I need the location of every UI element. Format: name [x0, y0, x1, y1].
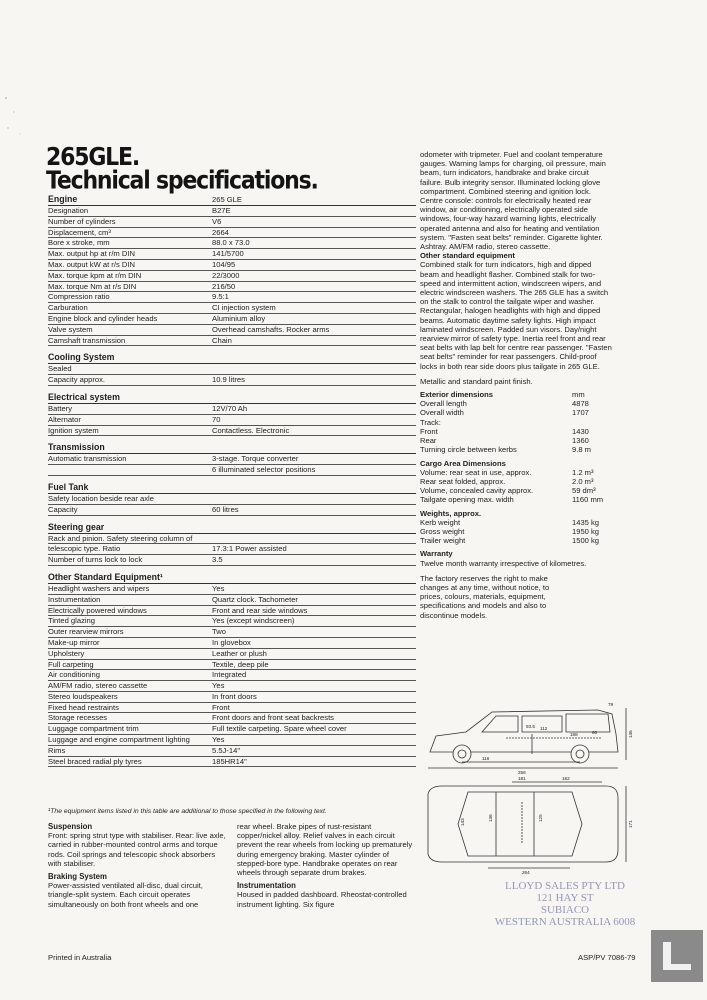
spec-row [48, 494, 416, 505]
spec-value: B27E [212, 206, 231, 215]
exterior-row [420, 399, 612, 408]
spec-value: CI injection system [212, 303, 276, 313]
spec-value: Chain [212, 335, 232, 345]
diagram-dimension-label: 116 [482, 756, 490, 761]
spec-section-title: Transmission [48, 442, 105, 453]
weights-label: Kerb weight [420, 517, 461, 527]
spec-row [48, 260, 416, 271]
spec-row [48, 649, 416, 660]
spec-label: Luggage compartment trim [48, 724, 139, 734]
spec-value: Yes [212, 583, 225, 593]
spec-value: Yes [212, 681, 225, 691]
spec-row [48, 735, 416, 746]
spec-row [48, 364, 416, 375]
spec-section [48, 442, 416, 476]
spec-value: 88.0 x 73.0 [212, 238, 250, 248]
diagram-dimension-label: 93.5 [526, 724, 535, 729]
spec-value: 60 litres [212, 504, 239, 514]
spec-row [48, 703, 416, 714]
spec-row [48, 627, 416, 638]
weights-value: 1950 kg [572, 526, 600, 536]
cargo-value: 1160 mm [572, 495, 604, 505]
spec-row [48, 292, 416, 303]
spec-row [48, 238, 416, 249]
cargo-value: 2.0 m³ [572, 476, 594, 486]
diagram-dimension-label: 79 [608, 702, 614, 707]
footer-code: ASP/PV 7086-79 [578, 953, 636, 962]
spec-section-title: Other Standard Equipment¹ [48, 571, 163, 582]
spec-section [48, 352, 416, 386]
spec-table [48, 194, 416, 767]
spec-row [48, 534, 416, 545]
spec-label: Displacement, cm³ [48, 227, 111, 237]
spec-row [48, 249, 416, 260]
spec-label: Max. output hp at r/m DIN [48, 249, 135, 259]
car-top-outline [428, 786, 618, 862]
spec-value: Overhead camshafts. Rocker arms [212, 324, 330, 334]
spec-label: Alternator [48, 414, 81, 424]
warranty-heading: Warranty [420, 549, 453, 559]
spec-value: Full textile carpeting. Spare wheel cover [212, 724, 347, 734]
rear-wheel [571, 745, 589, 763]
spec-row [48, 206, 416, 217]
spec-row [48, 544, 416, 555]
spec-label: Electrically powered windows [48, 605, 147, 615]
spec-value: Yes (except windscreen) [212, 616, 295, 626]
spec-value: 185HR14" [212, 756, 247, 766]
car-dimension-diagrams [422, 694, 640, 876]
spec-value: In glovebox [212, 637, 251, 647]
spec-value: Yes [212, 735, 225, 745]
diagram-dimension-label: 146 [628, 730, 633, 738]
weights-list [420, 518, 612, 546]
dealer-stamp [480, 880, 650, 928]
print-specks [2, 90, 32, 150]
stamp-line-2: 121 HAY ST [536, 892, 594, 904]
cargo-row [420, 477, 612, 486]
spec-row [48, 314, 416, 325]
spec-label: Battery [48, 403, 73, 413]
spec-section [48, 194, 416, 346]
exterior-label: Rear [420, 436, 437, 446]
diagram-dimension-label: 256 [518, 770, 526, 775]
braking-heading: Braking System [48, 872, 107, 882]
cargo-row [420, 468, 612, 477]
spec-value: Contactless. Electronic [212, 425, 290, 435]
spec-value: Aluminium alloy [212, 313, 266, 323]
spec-row [48, 465, 416, 476]
diagram-dimension-label: 112 [540, 726, 548, 731]
diagram-dimension-label: 136 [488, 814, 493, 822]
paint-text: Metallic and standard paint finish. [420, 376, 533, 386]
page-title [46, 143, 318, 196]
spec-label: Bore x stroke, mm [48, 238, 110, 248]
spec-section-title: Electrical system [48, 391, 120, 402]
spec-value: 22/3000 [212, 270, 240, 280]
weights-row [420, 536, 612, 545]
spec-section-title: Engine [48, 194, 78, 204]
spec-label: AM/FM radio, stereo cassette [48, 681, 148, 691]
spec-label: Camshaft transmission [48, 335, 126, 345]
cargo-label: Rear seat folded, approx. [420, 476, 506, 486]
cargo-list [420, 468, 612, 505]
watermark-logo-icon [651, 930, 703, 982]
spec-value: 6 illuminated selector positions [212, 465, 316, 475]
spec-label: Sealed [48, 364, 72, 374]
spec-label: Max. torque Nm at r/s DIN [48, 281, 137, 291]
spec-value: 9.5:1 [212, 292, 229, 302]
spec-value: 70 [212, 414, 221, 424]
spec-section-header [48, 392, 416, 404]
spec-label: Number of cylinders [48, 216, 116, 226]
spec-row [48, 325, 416, 336]
cargo-label: Volume: rear seat in use, approx. [420, 467, 532, 477]
stamp-line-1: LLOYD SALES PTY LTD [505, 880, 625, 892]
spec-section-header [48, 352, 416, 364]
spec-section-header [48, 194, 416, 206]
weights-label: Trailer weight [420, 536, 466, 546]
spec-label: Stereo loudspeakers [48, 691, 118, 701]
spec-section [48, 572, 416, 768]
spec-label: Full carpeting [48, 659, 94, 669]
diagram-dimension-label: 125 [538, 814, 543, 822]
spec-value: Leather or plush [212, 648, 267, 658]
spec-row [48, 336, 416, 347]
spec-section-header [48, 572, 416, 584]
spec-label [48, 465, 212, 475]
spec-label: Max. torque kpm at r/m DIN [48, 270, 142, 280]
other-standard-heading: Other standard equipment [420, 251, 515, 261]
spec-label: Designation [48, 206, 89, 215]
spec-row [48, 454, 416, 465]
spec-row [48, 505, 416, 516]
diagram-dimension-label: 143 [460, 818, 465, 826]
spec-label: Rims [48, 745, 66, 755]
exterior-label: Turning circle between kerbs [420, 445, 517, 455]
exterior-heading-row [420, 390, 612, 399]
exterior-label: Front [420, 426, 438, 436]
table-footnote: ¹The equipment items listed in this table are additional to those specified in the following text. [48, 808, 327, 815]
spec-label: Ignition system [48, 425, 99, 435]
exterior-value: 1430 [572, 426, 589, 436]
exterior-row [420, 408, 612, 417]
spec-row [48, 616, 416, 627]
spec-value: 10.9 litres [212, 375, 245, 385]
spec-section-model: 265 GLE [212, 195, 242, 204]
diagram-dimension-label: 181 [518, 776, 526, 781]
spec-value: Front doors and front seat backrests [212, 713, 334, 723]
right-column [420, 150, 612, 620]
spec-row [48, 426, 416, 437]
title-model: 265GLE. [46, 143, 139, 172]
spec-label: telescopic type. Ratio [48, 544, 121, 554]
spec-value: 2664 [212, 227, 229, 237]
spec-label: Valve system [48, 324, 93, 334]
cargo-row [420, 486, 612, 495]
spec-row [48, 271, 416, 282]
cargo-value: 59 dm³ [572, 486, 596, 496]
spec-label: Air conditioning [48, 670, 100, 680]
spec-label: Capacity [48, 504, 78, 514]
stamp-line-4: WESTERN AUSTRALIA 6008 [494, 916, 636, 928]
spec-value [212, 364, 416, 374]
exterior-unit: mm [572, 390, 585, 400]
spec-value: 17.3:1 Power assisted [212, 544, 287, 554]
cargo-label: Tailgate opening max. width [420, 495, 514, 505]
spec-label: Outer rearview mirrors [48, 627, 124, 637]
exterior-value: 1707 [572, 408, 589, 418]
spec-row [48, 404, 416, 415]
spec-value: Front and rear side windows [212, 605, 308, 615]
spec-section [48, 522, 416, 566]
spec-value: 12V/70 Ah [212, 403, 248, 413]
exterior-label: Overall length [420, 399, 467, 409]
spec-row [48, 415, 416, 426]
spec-section-header [48, 482, 416, 494]
instrumentation-heading: Instrumentation [237, 881, 296, 891]
spec-section-title: Fuel Tank [48, 481, 89, 492]
diagram-dimension-label: 182 [562, 776, 570, 781]
spec-value: V6 [212, 216, 222, 226]
spec-value: 5.5J-14" [212, 745, 241, 755]
weights-heading: Weights, approx. [420, 508, 482, 518]
stamp-line-3: SUBIACO [540, 904, 590, 916]
cargo-row [420, 495, 612, 504]
spec-value: Front [212, 702, 230, 712]
spec-label: Storage recesses [48, 713, 108, 723]
spec-row [48, 670, 416, 681]
reserve-text: The factory reserves the right to make changes at any time, without notice, to prices, colours, materials, equipment, specifications and models and also to discontinue models. [420, 573, 550, 620]
weights-value: 1435 kg [572, 517, 600, 527]
spec-row [48, 713, 416, 724]
spec-row [48, 724, 416, 735]
spec-row [48, 228, 416, 239]
spec-row [48, 595, 416, 606]
braking-text: Power-assisted ventilated all-disc, dual circuit, triangle-split system. Each circuit operates simultaneously on both front wheels and one [48, 881, 203, 909]
spec-label: Instrumentation [48, 594, 101, 604]
footer-printed: Printed in Australia [48, 953, 112, 962]
exterior-list [420, 399, 612, 454]
spec-label: Safety location beside rear axle [48, 493, 154, 503]
weights-row [420, 527, 612, 536]
braking-text-continued: rear wheel. Brake pipes of rust-resistant copper/nickel alloy. Relief valves in each circuit prevent the rear wheels from locking up prematurely during emergency braking. Master cylinder of stepped-bore type. Handbrake operates on rear wheels through separate drum brakes. [237, 822, 413, 878]
spec-label: Carburation [48, 303, 88, 313]
exterior-value: 9.8 m [572, 445, 591, 455]
spec-label: Compression ratio [48, 292, 110, 302]
spec-label: Upholstery [48, 648, 85, 658]
exterior-row [420, 418, 612, 427]
exterior-value [566, 418, 612, 427]
spec-row [48, 606, 416, 617]
spec-section-header [48, 442, 416, 454]
instrumentation-text: Housed in padded dashboard. Rheostat-controlled instrument lighting. Six figure [237, 890, 407, 909]
top-view-diagram [428, 782, 626, 868]
spec-row [48, 584, 416, 595]
text-columns [48, 822, 418, 909]
spec-row [48, 217, 416, 228]
cargo-value: 1.2 m³ [572, 467, 594, 477]
exterior-heading: Exterior dimensions [420, 390, 494, 400]
spec-row [48, 282, 416, 293]
diagram-dimension-label: 171 [628, 820, 633, 828]
spec-value: 3.5 [212, 555, 223, 565]
spec-value: 104/95 [212, 259, 236, 269]
instrumentation-continued: odometer with tripmeter. Fuel and coolant temperature gauges. Warning lamps for charging, oil pressure, main beam, turn indicators, handbrake and brake circuit failure. Bulb integrity sensor. Illuminated locking glove compartment. Combined steering and ignition lock. [420, 150, 606, 196]
spec-section [48, 392, 416, 436]
spec-row [48, 303, 416, 314]
spec-label: Tinted glazing [48, 616, 95, 626]
spec-label: Luggage and engine compartment lighting [48, 735, 190, 745]
diagram-dimension-label: 60 [592, 730, 598, 735]
exterior-row [420, 427, 612, 436]
text-column-left [48, 822, 229, 909]
other-standard-text: Combined stalk for turn indicators, high and dipped beam and headlight flasher. Combined stalk for two-speed and intermittent action, windscreen wipers, and electric windscreen washers. The 265 GLE has a switch on the stalk to control the tailgate wiper and washer. Rectangular, halogen headlights with high and dipped beams. Automatic daytime safety lights. High impact laminated windscreen. Padded sun visors. Day/night rearview mirror of safety type. Inertia reel front and rear seat belts with lap belt for centre rear passenger. "Fasten seat belts" reminder for rear passengers. Child-proof locks in both rear side doors plus tailgate in 265 GLE. [420, 260, 612, 371]
spec-row [48, 681, 416, 692]
spec-value: 3-stage. Torque converter [212, 454, 299, 464]
spec-section-title: Steering gear [48, 521, 105, 532]
exterior-value: 4878 [572, 399, 589, 409]
suspension-heading: Suspension [48, 822, 93, 831]
car-top-roof [458, 792, 582, 856]
spec-row [48, 375, 416, 386]
spec-value: Two [212, 627, 226, 637]
spec-section-header [48, 522, 416, 534]
spec-label: Capacity approx. [48, 375, 105, 385]
exterior-label: Track: [420, 417, 441, 427]
spec-value: 141/5700 [212, 249, 244, 259]
title-subtitle: Technical specifications. [46, 167, 318, 196]
exterior-value: 1360 [572, 436, 589, 446]
spec-label: Number of turns lock to lock [48, 555, 143, 565]
spec-section-title: Cooling System [48, 352, 115, 363]
spec-section [48, 482, 416, 516]
spec-value: 216/50 [212, 281, 236, 291]
weights-label: Gross weight [420, 526, 465, 536]
text-column-middle [237, 822, 418, 909]
spec-label: Headlight washers and wipers [48, 583, 150, 593]
exterior-row [420, 445, 612, 454]
spec-value [212, 494, 416, 504]
cargo-label: Volume, concealed cavity approx. [420, 486, 534, 496]
spec-label: Rack and pinion. Safety steering column of [48, 533, 193, 543]
exterior-label: Overall width [420, 408, 464, 418]
warranty-text: Twelve month warranty irrespective of kilometres. [420, 558, 587, 568]
spec-label: Engine block and cylinder heads [48, 313, 158, 323]
spec-row [48, 660, 416, 671]
diagram-dimension-label: 188 [570, 732, 578, 737]
spec-label: Automatic transmission [48, 454, 127, 464]
spec-row [48, 692, 416, 703]
spec-row [48, 757, 416, 768]
spec-value [212, 534, 416, 544]
spec-row [48, 555, 416, 566]
spec-label: Steel braced radial ply tyres [48, 756, 142, 766]
suspension-text: Front: spring strut type with stabiliser. Rear: live axle, carried in rubber-mounted control arms and torque rods. Coil springs and telescopic shock absorbers with stabiliser. [48, 831, 226, 868]
weights-value: 1500 kg [572, 536, 600, 546]
spec-value: Integrated [212, 670, 247, 680]
exterior-row [420, 436, 612, 445]
front-wheel [453, 745, 471, 763]
weights-row [420, 518, 612, 527]
spec-value: Textile, deep pile [212, 659, 269, 669]
spec-label: Fixed head restraints [48, 702, 119, 712]
diagram-dimension-label: 264 [522, 870, 530, 875]
spec-row [48, 638, 416, 649]
centre-console-text: Centre console: controls for electrically heated rear window, air conditioning, electrically operated side windows, four-way hazard warning lights, electrically operated antenna and also for heating and ventilation system. "Fasten seat belts" reminder. Cigarette lighter. Ashtray. AM/FM radio, stereo cassette. [420, 196, 603, 252]
side-view-diagram [428, 708, 626, 768]
spec-label: Max. output kW at r/s DIN [48, 259, 135, 269]
spec-value: Quartz clock. Tachometer [212, 594, 298, 604]
spec-row [48, 746, 416, 757]
spec-label: Make-up mirror [48, 637, 100, 647]
cargo-heading: Cargo Area Dimensions [420, 458, 506, 468]
spec-value: In front doors [212, 691, 257, 701]
